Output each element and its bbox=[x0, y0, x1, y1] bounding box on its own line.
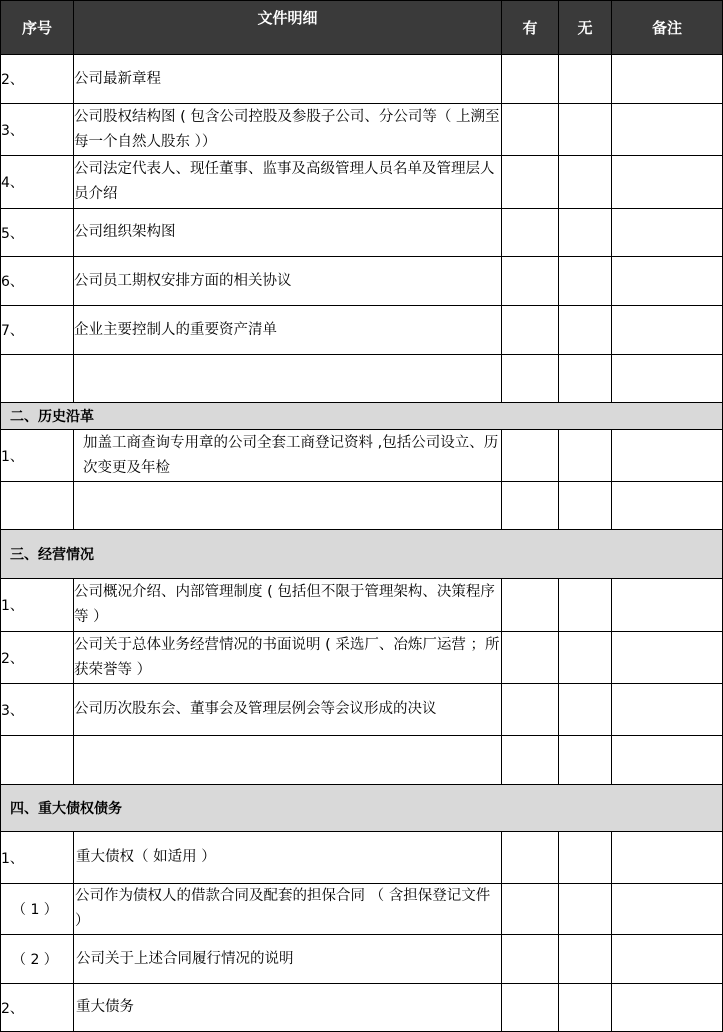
none-cell[interactable] bbox=[559, 156, 612, 209]
remarks-cell[interactable] bbox=[612, 55, 723, 104]
empty-row bbox=[1, 355, 723, 403]
row-number: 2、 bbox=[1, 632, 74, 684]
remarks-cell[interactable] bbox=[612, 632, 723, 684]
section-header-history bbox=[1, 403, 723, 430]
none-cell[interactable] bbox=[559, 257, 612, 306]
header-has: 有 bbox=[502, 1, 559, 55]
has-cell[interactable] bbox=[502, 430, 559, 482]
row-description: 公司历次股东会、董事会及管理层例会等会议形成的决议 bbox=[74, 684, 502, 736]
table-row bbox=[1, 632, 723, 684]
row-number: 2、 bbox=[1, 55, 74, 104]
table-row bbox=[1, 209, 723, 257]
row-number: 6、 bbox=[1, 257, 74, 306]
table-row bbox=[1, 579, 723, 632]
has-cell[interactable] bbox=[502, 832, 559, 884]
none-cell[interactable] bbox=[559, 306, 612, 355]
table-row bbox=[1, 156, 723, 209]
has-cell[interactable] bbox=[502, 104, 559, 156]
empty-row bbox=[1, 736, 723, 785]
row-description: 公司股权结构图 ( 包含公司控股及参股子公司、分公司等（ 上溯至每一个自然人股东 ）） bbox=[74, 104, 502, 156]
remarks-cell[interactable] bbox=[612, 832, 723, 884]
header-remarks: 备注 bbox=[612, 1, 723, 55]
table-row bbox=[1, 55, 723, 104]
row-number: 1、 bbox=[1, 579, 74, 632]
row-description: 公司概况介绍、内部管理制度 ( 包括但不限于管理架构、决策程序等 ） bbox=[74, 579, 502, 632]
section-header-debts bbox=[1, 785, 723, 832]
has-cell[interactable] bbox=[502, 55, 559, 104]
none-cell[interactable] bbox=[559, 209, 612, 257]
row-number: 7、 bbox=[1, 306, 74, 355]
row-description: 重大债务 bbox=[74, 984, 502, 1032]
remarks-cell[interactable] bbox=[612, 156, 723, 209]
remarks-cell[interactable] bbox=[612, 257, 723, 306]
row-number: 1、 bbox=[1, 430, 74, 482]
header-row bbox=[1, 1, 723, 55]
has-cell[interactable] bbox=[502, 306, 559, 355]
remarks-cell[interactable] bbox=[612, 984, 723, 1032]
has-cell[interactable] bbox=[502, 156, 559, 209]
remarks-cell[interactable] bbox=[612, 579, 723, 632]
remarks-cell[interactable] bbox=[612, 684, 723, 736]
has-cell[interactable] bbox=[502, 209, 559, 257]
none-cell[interactable] bbox=[559, 832, 612, 884]
header-seq: 序号 bbox=[1, 1, 74, 55]
row-number: 2、 bbox=[1, 984, 74, 1032]
row-number: 3、 bbox=[1, 104, 74, 156]
row-description: 公司最新章程 bbox=[74, 55, 502, 104]
table-row bbox=[1, 884, 723, 935]
none-cell[interactable] bbox=[559, 579, 612, 632]
table-row bbox=[1, 430, 723, 482]
has-cell[interactable] bbox=[502, 684, 559, 736]
row-number: 4、 bbox=[1, 156, 74, 209]
header-doc-detail: 文件明细 bbox=[74, 1, 502, 55]
row-description: 重大债权（ 如适用 ） bbox=[74, 832, 502, 884]
none-cell[interactable] bbox=[559, 430, 612, 482]
row-description: 公司关于总体业务经营情况的书面说明 ( 采选厂、冶炼厂运营 ；所获荣誉等 ） bbox=[74, 632, 502, 684]
section-title: 三、经营情况 bbox=[1, 530, 723, 579]
table-row bbox=[1, 832, 723, 884]
section-title: 二、历史沿革 bbox=[1, 403, 723, 430]
none-cell[interactable] bbox=[559, 684, 612, 736]
row-description: 加盖工商查询专用章的公司全套工商登记资料 ,包括公司设立、历次变更及年检 bbox=[74, 430, 502, 482]
none-cell[interactable] bbox=[559, 104, 612, 156]
section-title: 四、重大债权债务 bbox=[1, 785, 723, 832]
row-number: 1、 bbox=[1, 832, 74, 884]
row-description: 公司法定代表人、现任董事、监事及高级管理人员名单及管理层人员介绍 bbox=[74, 156, 502, 209]
table-row bbox=[1, 104, 723, 156]
table-row bbox=[1, 306, 723, 355]
row-description: 公司作为债权人的借款合同及配套的担保合同 （ 含担保登记文件 ） bbox=[74, 884, 502, 935]
has-cell[interactable] bbox=[502, 935, 559, 984]
table-row bbox=[1, 935, 723, 984]
section-header-operations bbox=[1, 530, 723, 579]
has-cell[interactable] bbox=[502, 632, 559, 684]
header-none: 无 bbox=[559, 1, 612, 55]
has-cell[interactable] bbox=[502, 579, 559, 632]
has-cell[interactable] bbox=[502, 984, 559, 1032]
remarks-cell[interactable] bbox=[612, 104, 723, 156]
row-description: 企业主要控制人的重要资产清单 bbox=[74, 306, 502, 355]
remarks-cell[interactable] bbox=[612, 209, 723, 257]
row-description: 公司组织架构图 bbox=[74, 209, 502, 257]
row-number: （ 2 ） bbox=[1, 935, 74, 984]
none-cell[interactable] bbox=[559, 632, 612, 684]
table-row bbox=[1, 257, 723, 306]
table-row bbox=[1, 684, 723, 736]
has-cell[interactable] bbox=[502, 884, 559, 935]
none-cell[interactable] bbox=[559, 55, 612, 104]
has-cell[interactable] bbox=[502, 257, 559, 306]
row-number: （ 1 ） bbox=[1, 884, 74, 935]
row-description: 公司关于上述合同履行情况的说明 bbox=[74, 935, 502, 984]
table-row bbox=[1, 984, 723, 1032]
row-description: 公司员工期权安排方面的相关协议 bbox=[74, 257, 502, 306]
remarks-cell[interactable] bbox=[612, 935, 723, 984]
remarks-cell[interactable] bbox=[612, 430, 723, 482]
empty-row bbox=[1, 482, 723, 530]
row-number: 5、 bbox=[1, 209, 74, 257]
none-cell[interactable] bbox=[559, 884, 612, 935]
none-cell[interactable] bbox=[559, 984, 612, 1032]
remarks-cell[interactable] bbox=[612, 884, 723, 935]
row-number: 3、 bbox=[1, 684, 74, 736]
none-cell[interactable] bbox=[559, 935, 612, 984]
remarks-cell[interactable] bbox=[612, 306, 723, 355]
